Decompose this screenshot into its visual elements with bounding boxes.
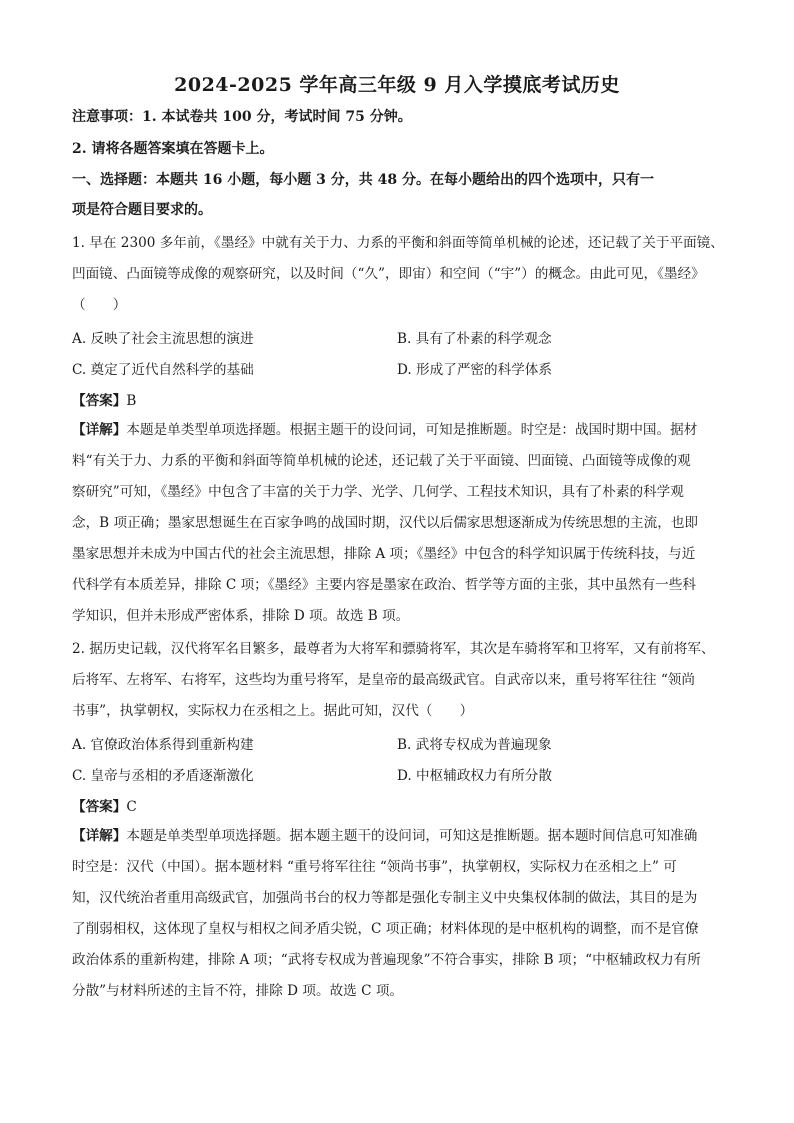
q1-detail-line: 念，B 项正确；墨家思想诞生在百家争鸣的战国时期，汉代以后儒家思想逐渐成为传统思想的主流，也即: [72, 515, 699, 531]
q2-stem-line: 2. 据历史记载，汉代将军名目繁多，最尊者为大将军和骠骑将军，其次是车骑将军和卫将军，又有前将军、: [72, 641, 715, 657]
q2-answer: [72, 795, 137, 815]
q1-detail-line: 学知识，但并未形成严密体系，排除 D 项。故选 B 项。: [72, 608, 410, 624]
notice-line-2: 2. 请将各题答案填在答题卡上。: [72, 141, 274, 157]
q1-stem-line: 凹面镜、凸面镜等成像的观察研究，以及时间（“久”，即宙）和空间（“宇”）的概念。由此可见，《墨经》: [72, 266, 705, 282]
q2-detail-line: 了削弱相权，这体现了皇权与相权之间矛盾尖锐，C 项正确；材料体现的是中枢机构的调整，而不是官僚: [72, 921, 699, 937]
section-heading-line-1: 一、选择题：本题共 16 小题，每小题 3 分，共 48 分。在每小题给出的四个选项中，只有一: [72, 172, 654, 188]
notice-line-1: 注意事项：1. 本试卷共 100 分，考试时间 75 分钟。: [72, 109, 412, 125]
q2-option-a: A. 官僚政治体系得到重新构建: [72, 737, 254, 753]
section-heading-line-2: 项是符合题目要求的。: [72, 202, 212, 218]
q2-detail-line: 分散”与材料所述的主旨不符，排除 D 项。故选 C 项。: [72, 983, 404, 999]
q1-answer: [72, 389, 136, 409]
q1-stem-line: （ ）: [72, 297, 127, 313]
q1-option-a: A. 反映了社会主流思想的演进: [72, 331, 254, 347]
page-title: 2024-2025 学年高三年级 9 月入学摸底考试历史: [174, 74, 620, 96]
q2-detail-line: 知，汉代统治者重用高级武官，加强尚书台的权力等都是强化专制主义中央集权体制的做法，其目的是为: [72, 890, 698, 906]
answer-value: B: [126, 393, 137, 409]
q1-detail-line: 代科学有本质差异，排除 C 项；《墨经》主要内容是墨家在政治、哲学等方面的主张，其中虽然有一些科: [72, 577, 696, 593]
q1-detail-line: 墨家思想并未成为中国古代的社会主流思想，排除 A 项；《墨经》中包含的科学知识属于传统科技，与近: [72, 546, 696, 562]
answer-tag: 【答案】: [72, 799, 127, 815]
q1-stem-line: 1. 早在 2300 多年前，《墨经》中就有关于力、力系的平衡和斜面等简单机械的论述，还记载了关于平面镜、: [72, 235, 724, 251]
detail-tag: 【详解】: [72, 828, 127, 844]
q2-option-b: B. 武将专权成为普遍现象: [397, 737, 552, 753]
q2-detail-line: 时空是：汉代（中国）。据本题材料 “重号将军往往 “领尚书事”，执掌朝权，实际权力在丞相之上” 可: [72, 859, 677, 875]
q2-stem-line: 后将军、左将军、右将军，这些均为重号将军，是皇帝的最高级武官。自武帝以来，重号将军往往 “领尚: [72, 672, 695, 688]
q1-option-c: C. 奠定了近代自然科学的基础: [72, 362, 254, 378]
q2-option-c: C. 皇帝与丞相的矛盾逐渐激化: [72, 768, 254, 784]
q2-option-d: D. 中枢辅政权力有所分散: [397, 768, 552, 784]
answer-tag: 【答案】: [72, 393, 127, 409]
answer-value: C: [126, 799, 137, 815]
detail-tag: 【详解】: [72, 422, 127, 438]
q1-option-b: B. 具有了朴素的科学观念: [397, 331, 552, 347]
q1-detail-line: 料“有关于力、力系的平衡和斜面等简单机械的论述，还记载了关于平面镜、凹面镜、凸面镜等成像的观: [72, 453, 691, 469]
q1-detail-line: 【详解】本题是单类型单项选择题。根据主题干的设问词，可知是推断题。时空是：战国时期中国。据材: [72, 422, 698, 438]
q1-detail-line: 察研究”可知，《墨经》中包含了丰富的关于力学、光学、几何学、工程技术知识，具有了朴素的科学观: [72, 484, 684, 500]
q2-detail-line: 【详解】本题是单类型单项选择题。据本题主题干的设问词，可知这是推断题。据本题时间信息可知准确: [72, 828, 698, 844]
q1-option-d: D. 形成了严密的科学体系: [397, 362, 552, 378]
q2-stem-line: 书事”，执掌朝权，实际权力在丞相之上。据此可知，汉代（ ）: [72, 703, 474, 719]
q2-detail-line: 政治体系的重新构建，排除 A 项；“武将专权成为普遍现象”不符合事实，排除 B 项；“中枢辅政权力有所: [72, 952, 701, 968]
